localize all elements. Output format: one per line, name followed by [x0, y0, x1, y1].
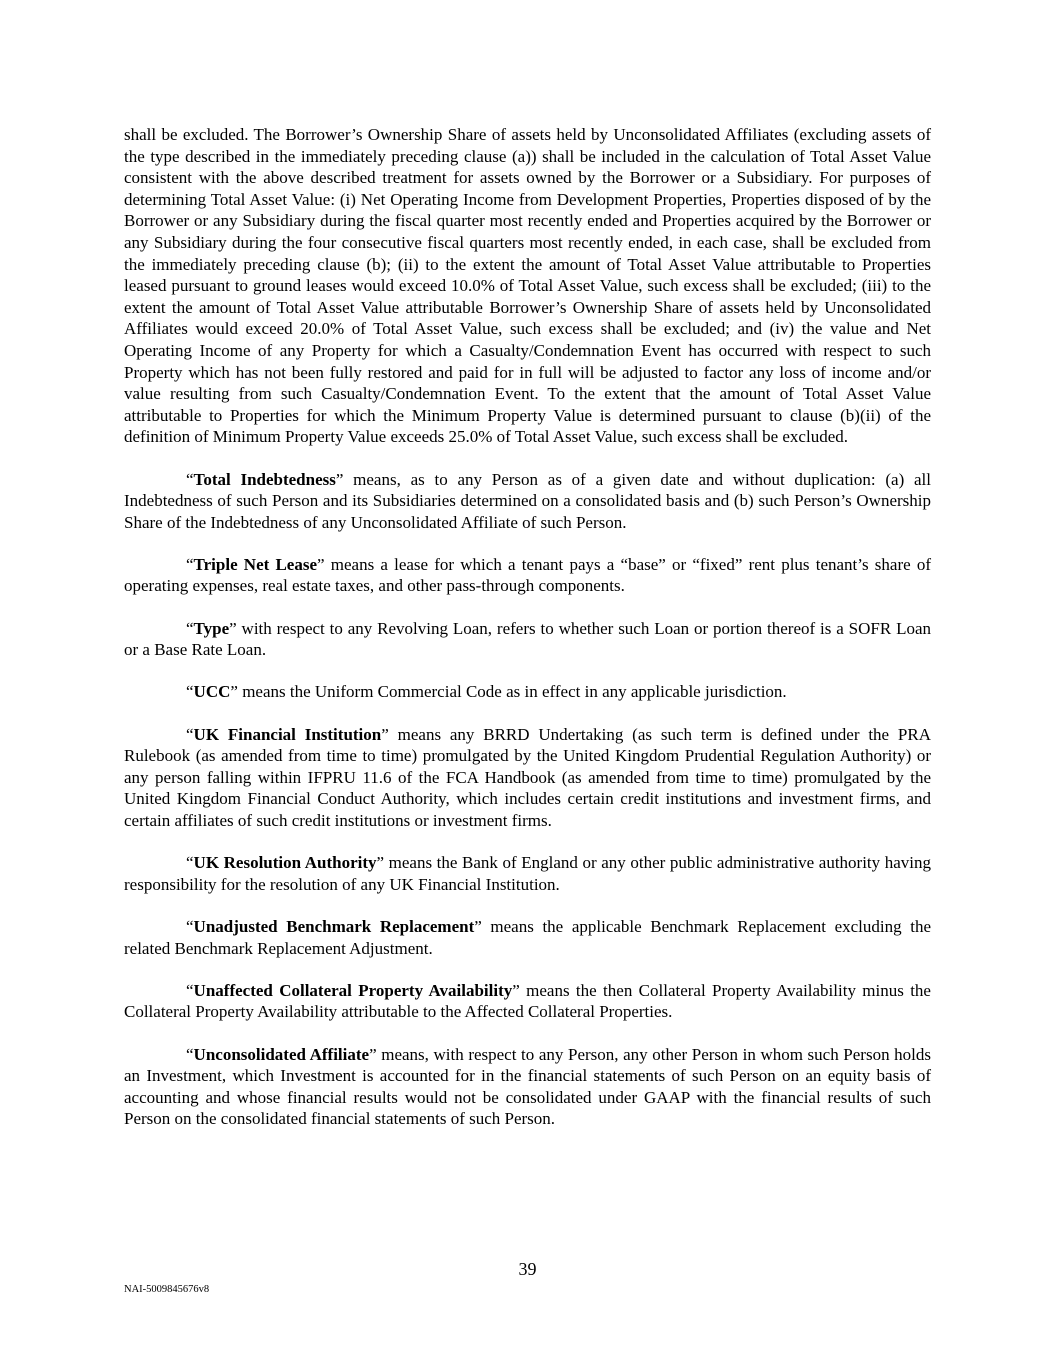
intro-paragraph: shall be excluded. The Borrower’s Ownership Share of assets held by Unconsolidated Affiliates (excluding assets of the type described in the immediately preceding clause (a)) shall be included in the calculation of Total Asset Value consistent with the above described treatment for assets owned by the Borrower or a Subsidiary. For purposes of determining Total Asset Value: (i) Net Operating Income from Development Properties, Properties disposed of by the Borrower or any Subsidiary during the fiscal quarter most recently ended and Properties acquired by the Borrower or any Subsidiary during the four consecutive fiscal quarters most recently ended, in each case, shall be excluded from the immediately preceding clause (b); (ii) to the extent the amount of Total Asset Value attributable to Properties leased pursuant to ground leases would exceed 10.0% of Total Asset Value, such excess shall be excluded; (iii) to the extent the amount of Total Asset Value attributable Borrower’s Ownership Share of assets held by Unconsolidated Affiliates would exceed 20.0% of Total Asset Value, such excess shall be excluded; and (iv) the value and Net Operating Income of any Property for which a Casualty/Condemnation Event has occurred with respect to such Property which has not been fully restored and paid for in full will be adjusted to factor any loss of income and/or value resulting from such Casualty/Condemnation Event. To the extent that the amount of Total Asset Value attributable to Properties for which the Minimum Property Value is determined pursuant to clause (b)(ii) of the definition of Minimum Property Value exceeds 25.0% of Total Asset Value, such excess shall be excluded.	[124, 125, 931, 447]
document-id: NAI-5009845676v8	[124, 1284, 210, 1295]
definition-text: means, as to any Person as of a given date and without duplication: (a) all Indebtedness of such Person and its Subsidiaries determined on a consolidated basis and (b) such Person’s Ownership Share of the Indebtedness of any Unconsolidated Affiliate of such Person.	[124, 469, 931, 532]
definition-uk-resolution-authority: “UK Resolution Authority” means the Bank of England or any other public administrative authority having responsibility for the resolution of any UK Financial Institution.	[124, 853, 932, 894]
definition-unaffected-collateral-property-availability: “Unaffected Collateral Property Availability” means the then Collateral Property Availability minus the Collateral Property Availability attributable to the Affected Collateral Properties.	[124, 980, 931, 1022]
defined-term: Triple Net Lease	[193, 554, 318, 574]
definition-total-indebtedness: “Total Indebtedness” means, as to any Person as of a given date and without duplication: (a) all Indebtedness of such Person and its Subsidiaries determined on a consolidated basis and (b) such Person’s Ownership Share of the Indebtedness of any Unconsolidated Affiliate of such Person.	[124, 469, 931, 532]
definition-text: means a lease for which a tenant pays a “base” or “fixed” rent plus tenant’s share of operating expenses, real estate taxes, and other pass-through components.	[124, 554, 931, 596]
definition-text: means the Bank of England or any other public administrative authority having responsibility for the resolution of any UK Financial Institution.	[124, 853, 932, 894]
defined-term: Unconsolidated Affiliate	[193, 1044, 370, 1064]
definition-text: means the Uniform Commercial Code as in effect in any applicable jurisdiction.	[237, 682, 787, 702]
defined-term: Unaffected Collateral Property Availability	[193, 980, 513, 1000]
defined-term: UCC	[193, 682, 231, 702]
definition-uk-financial-institution: “UK Financial Institution” means any BRRD Undertaking (as such term is defined under the PRA Rulebook (as amended from time to time) promulgated by the United Kingdom Prudential Regulation Authority) or any person falling within IFPRU 11.6 of the FCA Handbook (as amended from time to time) promulgated by the United Kingdom Financial Conduct Authority, which includes certain credit institutions and investment firms, and certain affiliates of such credit institutions or investment firms.	[124, 724, 931, 830]
defined-term: Type	[193, 618, 230, 638]
definition-type: “Type” with respect to any Revolving Loan, refers to whether such Loan or portion thereof is a SOFR Loan or a Base Rate Loan.	[124, 618, 931, 660]
defined-term: UK Financial Institution	[193, 724, 382, 744]
definition-text: with respect to any Revolving Loan, refers to whether such Loan or portion thereof is a SOFR Loan or a Base Rate Loan.	[124, 618, 931, 660]
definition-ucc: “UCC” means the Uniform Commercial Code as in effect in any applicable jurisdiction.	[186, 682, 787, 702]
defined-term: UK Resolution Authority	[193, 853, 377, 873]
definition-triple-net-lease: “Triple Net Lease” means a lease for which a tenant pays a “base” or “fixed” rent plus tenant’s share of operating expenses, real estate taxes, and other pass-through components.	[124, 554, 931, 596]
definition-text: means the then Collateral Property Availability minus the Collateral Property Availability attributable to the Affected Collateral Properties.	[124, 980, 931, 1022]
definition-text: means, with respect to any Person, any other Person in whom such Person holds an Investment, which Investment is accounted for in the financial statements of such Person on an equity basis of accounting and whose financial results would not be consolidated under GAAP with the financial results of such Person on the consolidated financial statements of such Person.	[124, 1044, 931, 1129]
defined-term: Unadjusted Benchmark Replacement	[193, 916, 475, 936]
definition-unadjusted-benchmark-replacement: “Unadjusted Benchmark Replacement” means the applicable Benchmark Replacement excluding the related Benchmark Replacement Adjustment.	[124, 916, 932, 958]
document-body	[124, 124, 931, 1151]
definition-unconsolidated-affiliate: “Unconsolidated Affiliate” means, with respect to any Person, any other Person in whom such Person holds an Investment, which Investment is accounted for in the financial statements of such Person on an equity basis of accounting and whose financial results would not be consolidated under GAAP with the financial results of such Person on the consolidated financial statements of such Person.	[124, 1044, 931, 1129]
definition-text: means any BRRD Undertaking (as such term is defined under the PRA Rulebook (as amended from time to time) promulgated by the United Kingdom Prudential Regulation Authority) or any person falling within IFPRU 11.6 of the FCA Handbook (as amended from time to time) promulgated by the United Kingdom Financial Conduct Authority, which includes certain credit institutions and investment firms, and certain affiliates of such credit institutions or investment firms.	[124, 724, 931, 830]
definition-text: means the applicable Benchmark Replacement excluding the related Benchmark Replacement Adjustment.	[124, 916, 932, 958]
defined-term: Total Indebtedness	[193, 469, 336, 489]
page-number: 39	[518, 1259, 537, 1279]
